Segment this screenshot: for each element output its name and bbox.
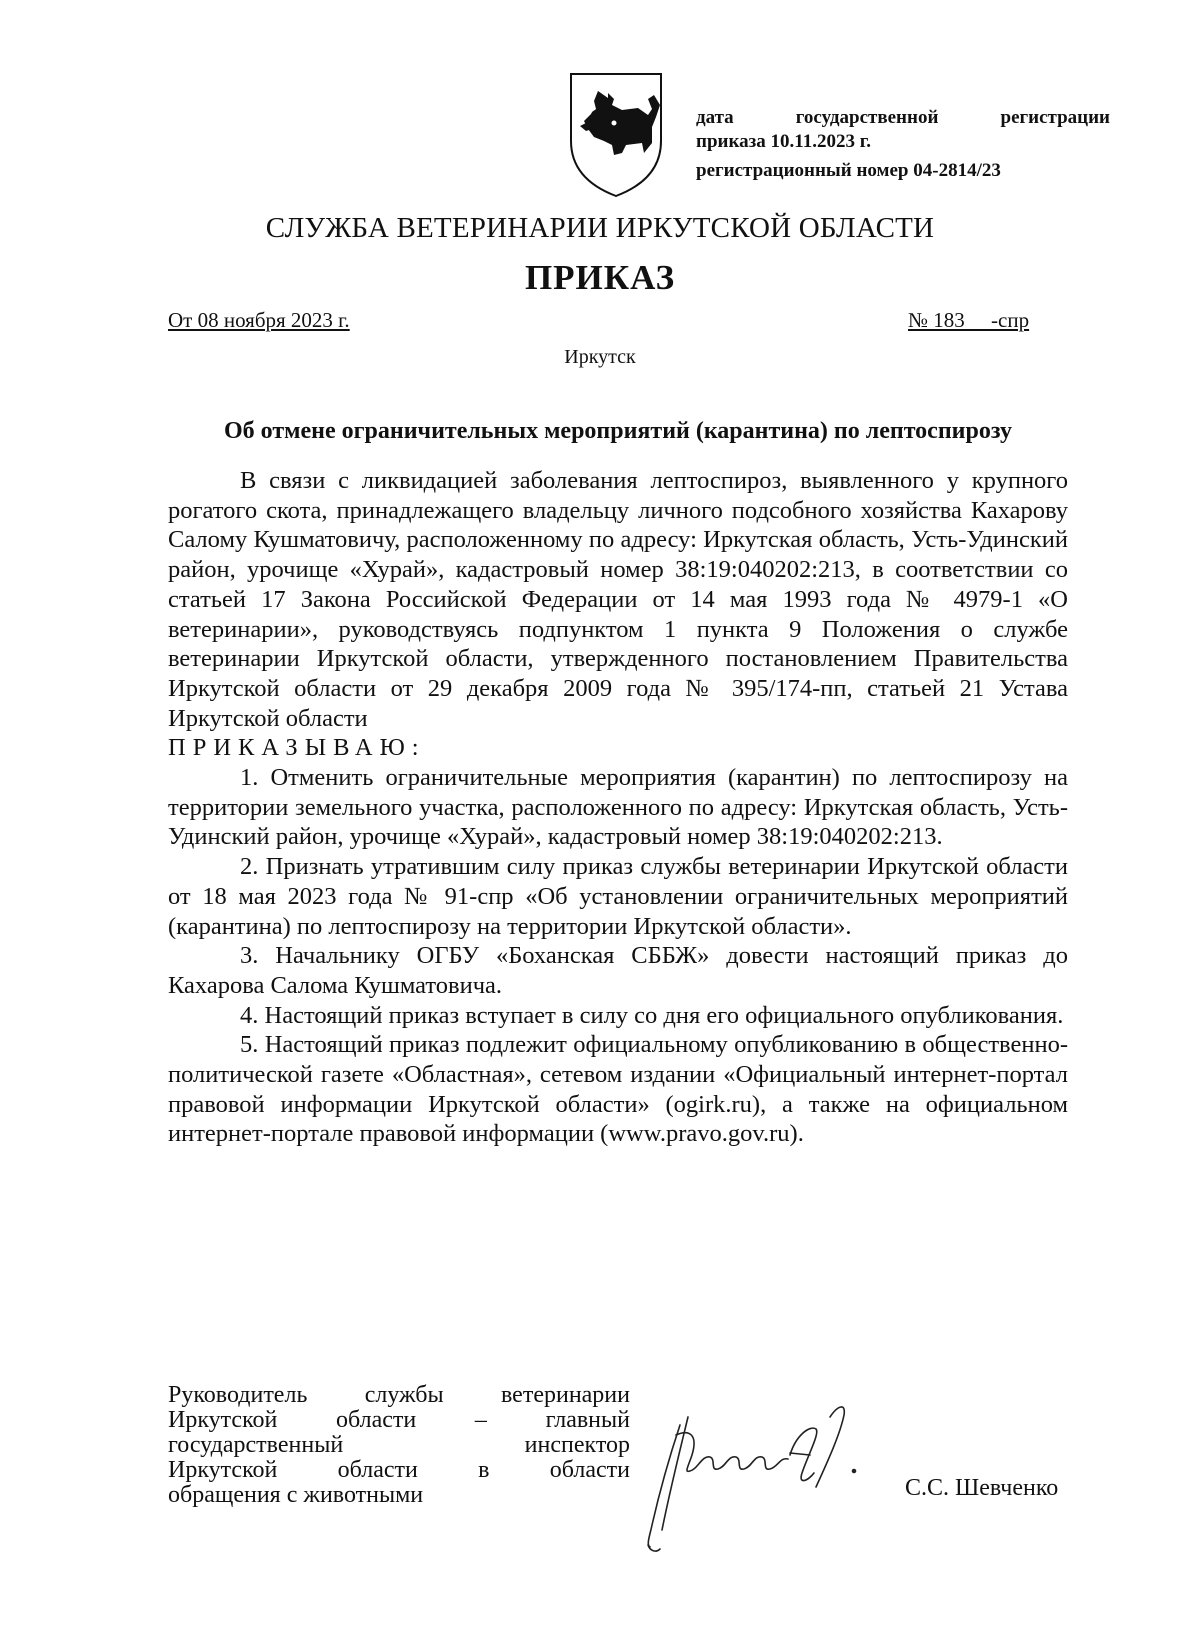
registration-date-line bbox=[696, 105, 1110, 131]
signer-name: С.С. Шевченко bbox=[905, 1475, 1059, 1501]
order-item-2: 2. Признать утратившим силу приказ службы ветеринарии Иркутской области от 18 мая 2023 года № 91-спр «Об установлении ограничительных мероприятий (карантина) по лептоспирозу на территории Иркутской области». bbox=[168, 853, 1068, 940]
issue-city: Иркутск bbox=[564, 346, 636, 368]
document-title: ПРИКАЗ bbox=[524, 258, 676, 297]
registration-order-date: приказа 10.11.2023 г. bbox=[696, 131, 871, 152]
order-item-1: 1. Отменить ограничительные мероприятия (карантин) по лептоспирозу на территории земельного участка, расположенного по адресу: Иркутская область, Усть-Удинский район, урочище «Хурай», кадастровый номер 38:19:040202:213. bbox=[168, 764, 1068, 851]
position-line-4: Иркутской области в области bbox=[168, 1457, 630, 1483]
position-line-1: Руководитель службы ветеринарии bbox=[168, 1382, 630, 1408]
registration-number: регистрационный номер 04-2814/23 bbox=[696, 160, 1001, 181]
registration-word-1: дата bbox=[696, 107, 734, 128]
order-item-5: 5. Настоящий приказ подлежит официальному опубликованию в общественно-политической газете «Областная», сетевом издании «Официальный интернет-портал правовой информации Иркутской области» (ogirk.ru), а также на официальном интернет-портале правовой информации (www.pravo.gov.ru). bbox=[168, 1031, 1068, 1148]
order-item-4: 4. Настоящий приказ вступает в силу со дня его официального опубликования. bbox=[240, 1001, 1064, 1029]
position-line-3: государственный инспектор bbox=[168, 1432, 630, 1458]
order-body bbox=[168, 466, 1068, 1149]
order-item-3: 3. Начальнику ОГБУ «Боханская СББЖ» довести настоящий приказ до Кахарова Салома Кушматовича. bbox=[168, 942, 1068, 999]
order-number: № 183 -спр bbox=[908, 308, 1030, 332]
irkutsk-coat-of-arms-icon bbox=[568, 71, 664, 199]
position-line-5: обращения с животными bbox=[168, 1482, 424, 1508]
order-keyword: ПРИКАЗЫВАЮ: bbox=[168, 734, 426, 762]
preamble-paragraph: В связи с ликвидацией заболевания лептоспироз, выявленного у крупного рогатого скота, принадлежащего владельцу личного подсобного хозяйства Кахарову Салому Кушматовичу, расположенному по адресу: Иркутская область, Усть-Удинский район, урочище «Хурай», кадастровый номер 38:19:040202:213, в соответствии со статьей 17 Закона Российской Федерации от 14 мая 1993 года № 4979-1 «О ветеринарии», руководствуясь подпунктом 1 пункта 9 Положения о службе ветеринарии Иркутской области, утвержденного постановлением Правительства Иркутской области от 29 декабря 2009 года № 395/174-пп, статьей 21 Устава Иркутской области bbox=[168, 467, 1068, 732]
signer-position bbox=[168, 1383, 630, 1508]
order-subject: Об отмене ограничительных мероприятий (карантина) по лептоспирозу bbox=[224, 418, 1012, 444]
handwritten-signature bbox=[640, 1395, 880, 1555]
order-date: От 08 ноября 2023 г. bbox=[168, 308, 350, 332]
position-line-2: Иркутской области – главный bbox=[168, 1407, 630, 1433]
registration-word-2: государственной bbox=[795, 107, 939, 128]
registration-word-3: регистрации bbox=[1000, 107, 1110, 128]
agency-name: СЛУЖБА ВЕТЕРИНАРИИ ИРКУТСКОЙ ОБЛАСТИ bbox=[265, 212, 935, 244]
